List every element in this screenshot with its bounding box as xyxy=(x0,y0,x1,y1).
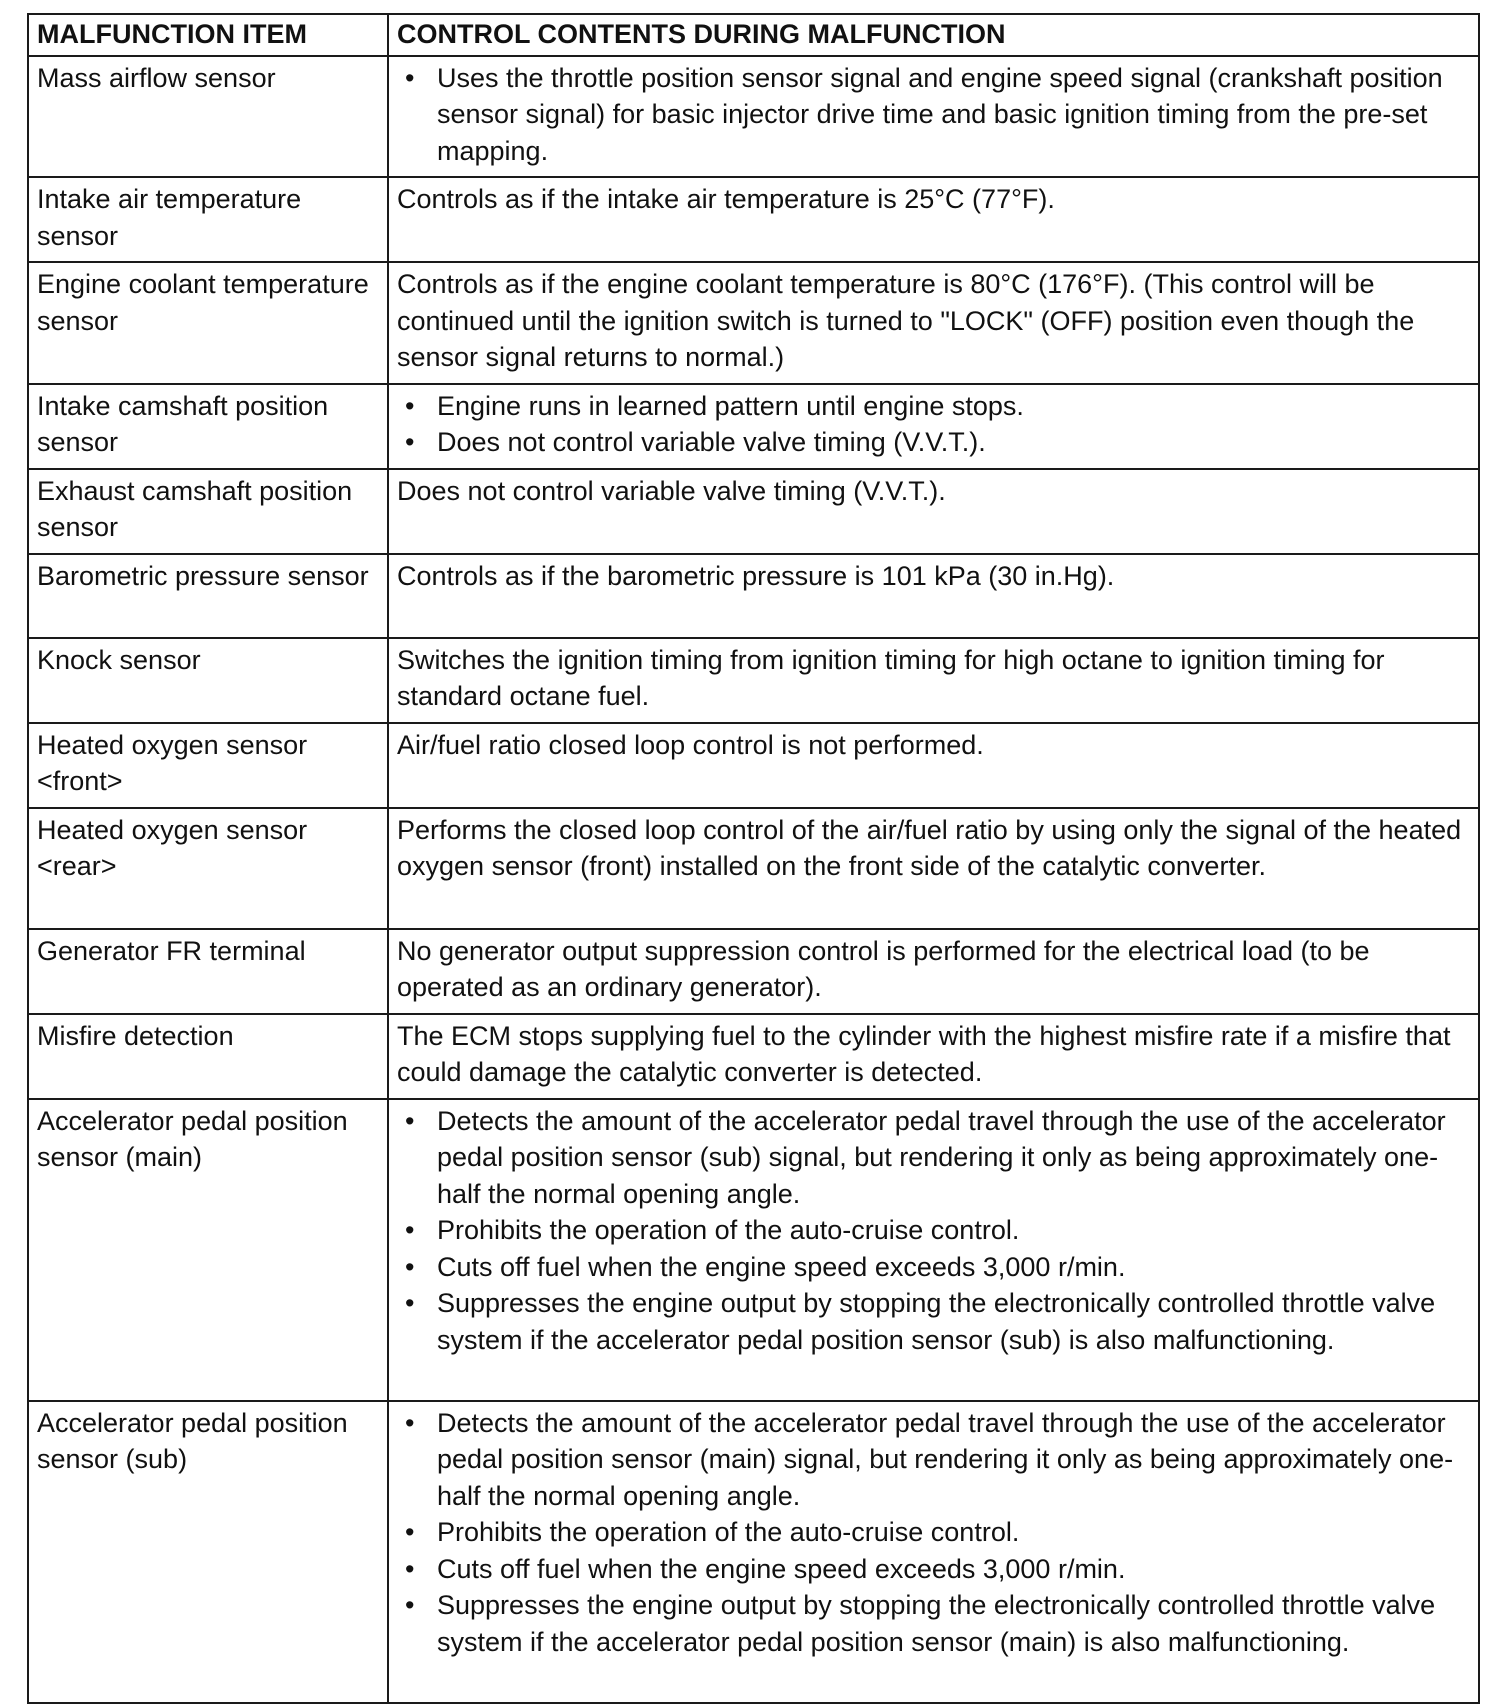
malfunction-table xyxy=(27,13,1480,1704)
control-contents-cell xyxy=(388,56,1479,178)
control-contents-cell: Controls as if the barometric pressure is 101 kPa (30 in.Hg). xyxy=(388,554,1479,638)
malfunction-item-cell: Exhaust camshaft position sensor xyxy=(28,469,388,554)
list-item: • Suppresses the engine output by stopping the electronically controlled throttle valve system if the accelerator pedal position sensor (sub) is also malfunctioning. xyxy=(397,1285,1468,1358)
table-row xyxy=(28,808,1479,929)
table-row xyxy=(28,723,1479,808)
malfunction-item-cell: Accelerator pedal position sensor (main) xyxy=(28,1099,388,1401)
table-header-row xyxy=(28,14,1479,56)
header-malfunction-item: MALFUNCTION ITEM xyxy=(28,14,388,56)
table-row xyxy=(28,929,1479,1014)
malfunction-item-cell: Knock sensor xyxy=(28,638,388,723)
malfunction-item-cell: Generator FR terminal xyxy=(28,929,388,1014)
control-contents-cell: No generator output suppression control is performed for the electrical load (to be operated as an ordinary generator). xyxy=(388,929,1479,1014)
control-contents-cell: Switches the ignition timing from ignition timing for high octane to ignition timing for standard octane fuel. xyxy=(388,638,1479,723)
table-row xyxy=(28,384,1479,469)
list-item: • Prohibits the operation of the auto-cruise control. xyxy=(397,1514,1468,1551)
malfunction-item-cell: Engine coolant temperature sensor xyxy=(28,262,388,384)
header-control-contents: CONTROL CONTENTS DURING MALFUNCTION xyxy=(388,14,1479,56)
malfunction-item-cell: Misfire detection xyxy=(28,1014,388,1099)
control-contents-cell: Controls as if the engine coolant temperature is 80°C (176°F). (This control will be continued until the ignition switch is turned to "LOCK" (OFF) position even though the sensor signal returns to normal.) xyxy=(388,262,1479,384)
malfunction-item-cell: Intake air temperature sensor xyxy=(28,177,388,262)
table-row xyxy=(28,177,1479,262)
control-contents-cell xyxy=(388,1401,1479,1703)
control-contents-cell: Air/fuel ratio closed loop control is not performed. xyxy=(388,723,1479,808)
table-row xyxy=(28,1401,1479,1703)
malfunction-item-cell: Intake camshaft position sensor xyxy=(28,384,388,469)
list-item: • Engine runs in learned pattern until engine stops. xyxy=(397,388,1468,425)
control-contents-cell xyxy=(388,1099,1479,1401)
list-item: • Detects the amount of the accelerator pedal travel through the use of the accelerator pedal position sensor (sub) signal, but rendering it only as being approximately one-half the normal opening angle. xyxy=(397,1103,1468,1213)
table-row xyxy=(28,262,1479,384)
malfunction-item-cell: Mass airflow sensor xyxy=(28,56,388,178)
list-item: • Prohibits the operation of the auto-cruise control. xyxy=(397,1212,1468,1249)
malfunction-item-cell: Heated oxygen sensor <front> xyxy=(28,723,388,808)
malfunction-item-cell: Barometric pressure sensor xyxy=(28,554,388,638)
list-item: • Cuts off fuel when the engine speed exceeds 3,000 r/min. xyxy=(397,1249,1468,1286)
malfunction-item-cell: Accelerator pedal position sensor (sub) xyxy=(28,1401,388,1703)
list-item: • Does not control variable valve timing (V.V.T.). xyxy=(397,424,1468,461)
table-row xyxy=(28,1099,1479,1401)
control-contents-cell: Controls as if the intake air temperature is 25°C (77°F). xyxy=(388,177,1479,262)
control-contents-cell: Does not control variable valve timing (V.V.T.). xyxy=(388,469,1479,554)
control-contents-cell: The ECM stops supplying fuel to the cylinder with the highest misfire rate if a misfire that could damage the catalytic converter is detected. xyxy=(388,1014,1479,1099)
control-contents-cell: Performs the closed loop control of the air/fuel ratio by using only the signal of the heated oxygen sensor (front) installed on the front side of the catalytic converter. xyxy=(388,808,1479,929)
list-item: • Detects the amount of the accelerator pedal travel through the use of the accelerator pedal position sensor (main) signal, but rendering it only as being approximately one-half the normal opening angle. xyxy=(397,1405,1468,1515)
control-contents-cell xyxy=(388,384,1479,469)
table-row xyxy=(28,56,1479,178)
list-item: • Suppresses the engine output by stopping the electronically controlled throttle valve system if the accelerator pedal position sensor (main) is also malfunctioning. xyxy=(397,1587,1468,1660)
list-item: • Uses the throttle position sensor signal and engine speed signal (crankshaft position sensor signal) for basic injector drive time and basic ignition timing from the pre-set mapping. xyxy=(397,60,1468,170)
malfunction-item-cell: Heated oxygen sensor <rear> xyxy=(28,808,388,929)
list-item: • Cuts off fuel when the engine speed exceeds 3,000 r/min. xyxy=(397,1551,1468,1588)
table-row xyxy=(28,469,1479,554)
table-row xyxy=(28,1014,1479,1099)
table-row xyxy=(28,554,1479,638)
table-row xyxy=(28,638,1479,723)
